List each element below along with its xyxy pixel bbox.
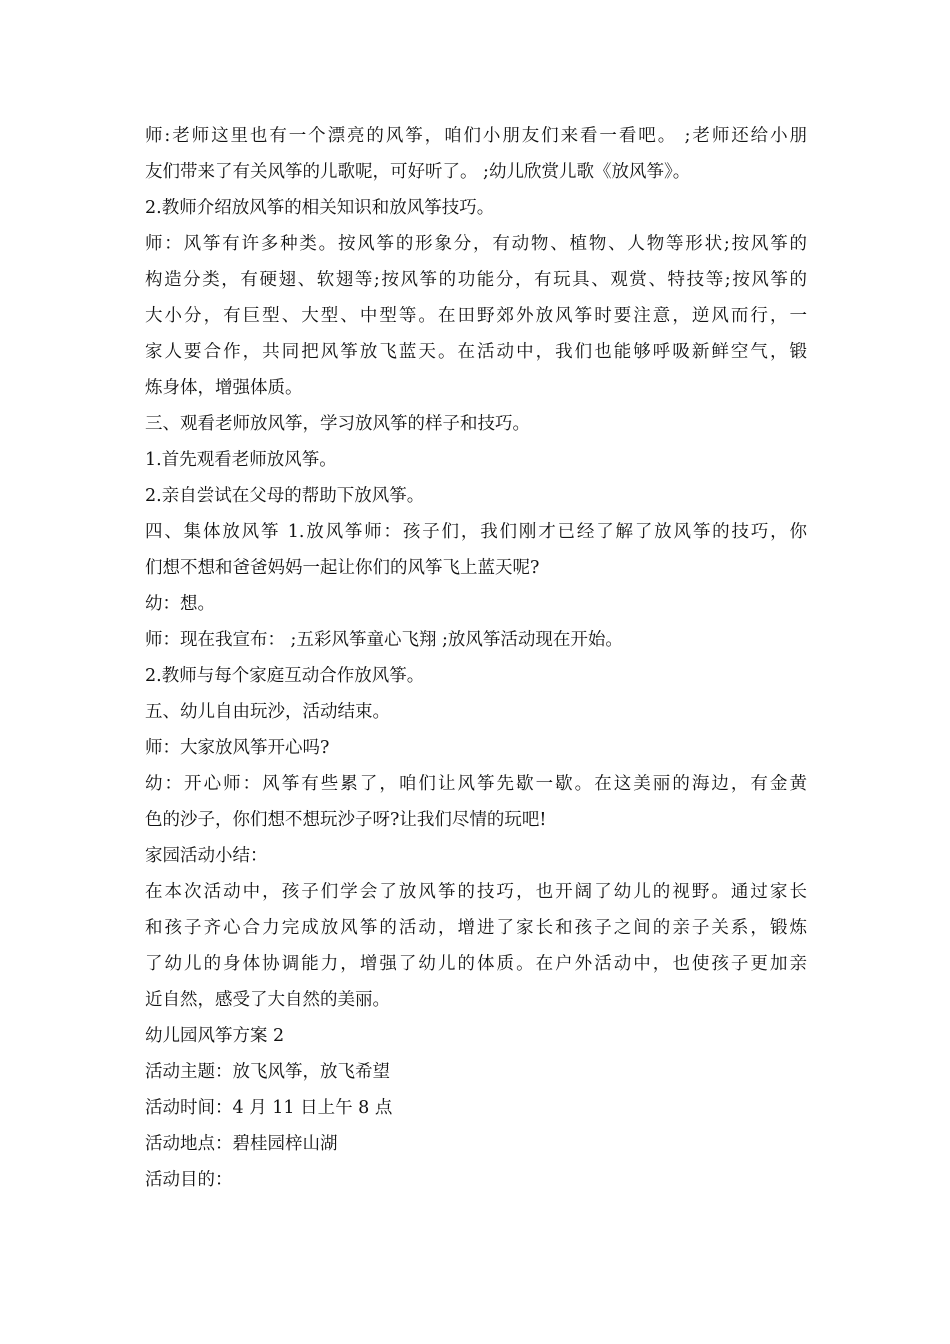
paragraph bbox=[145, 478, 807, 514]
text-line: 五、幼儿自由玩沙，活动结束。 bbox=[145, 702, 390, 722]
paragraph bbox=[145, 514, 807, 586]
text-line: 1.首先观看老师放风筝。 bbox=[145, 450, 337, 470]
paragraph bbox=[145, 1018, 807, 1054]
paragraph bbox=[145, 406, 807, 442]
text-line: 活动时间：4 月 11 日上午 8 点 bbox=[145, 1098, 393, 1118]
paragraph bbox=[145, 442, 807, 478]
paragraph bbox=[145, 874, 807, 1018]
text-line: 幼儿园风筝方案 2 bbox=[145, 1026, 285, 1046]
text-line: 家园活动小结： bbox=[145, 846, 268, 866]
text-line: 友们带来了有关风筝的儿歌呢，可好听了。 ;幼儿欣赏儿歌《放风筝》。 bbox=[145, 162, 691, 182]
paragraph bbox=[145, 1090, 807, 1126]
text-line: 师：大家放风筝开心吗? bbox=[145, 738, 330, 758]
text-line: 2.教师与每个家庭互动合作放风筝。 bbox=[145, 666, 425, 686]
text-line: 活动地点：碧桂园梓山湖 bbox=[145, 1134, 338, 1154]
paragraph bbox=[145, 586, 807, 622]
text-line: 幼：开心师：风筝有些累了，咱们让风筝先歇一歇。在这美丽的海边，有金黄 bbox=[145, 774, 807, 794]
text-line: 炼身体，增强体质。 bbox=[145, 378, 303, 398]
paragraph bbox=[145, 694, 807, 730]
text-line: 们想不想和爸爸妈妈一起让你们的风筝飞上蓝天呢? bbox=[145, 558, 540, 578]
paragraph bbox=[145, 1054, 807, 1090]
paragraph bbox=[145, 190, 807, 226]
text-line: 近自然，感受了大自然的美丽。 bbox=[145, 990, 390, 1010]
text-line: 师:老师这里也有一个漂亮的风筝，咱们小朋友们来看一看吧。 ;老师还给小朋 bbox=[145, 126, 807, 146]
paragraph bbox=[145, 658, 807, 694]
text-line: 活动主题：放飞风筝，放飞希望 bbox=[145, 1062, 390, 1082]
paragraph bbox=[145, 1162, 807, 1198]
paragraph bbox=[145, 622, 807, 658]
text-line: 2.教师介绍放风筝的相关知识和放风筝技巧。 bbox=[145, 198, 495, 218]
text-line: 和孩子齐心合力完成放风筝的活动，增进了家长和孩子之间的亲子关系，锻炼 bbox=[145, 918, 807, 938]
text-line: 师：现在我宣布： ;五彩风筝童心飞翔 ;放风筝活动现在开始。 bbox=[145, 630, 623, 650]
text-line: 大小分，有巨型、大型、中型等。在田野郊外放风筝时要注意，逆风而行，一 bbox=[145, 306, 807, 326]
paragraph bbox=[145, 118, 807, 190]
text-line: 构造分类，有硬翅、软翅等;按风筝的功能分，有玩具、观赏、特技等;按风筝的 bbox=[145, 270, 807, 290]
text-line: 2.亲自尝试在父母的帮助下放风筝。 bbox=[145, 486, 425, 506]
paragraph bbox=[145, 838, 807, 874]
text-line: 活动目的： bbox=[145, 1170, 233, 1190]
text-line: 家人要合作，共同把风筝放飞蓝天。在活动中，我们也能够呼吸新鲜空气，锻 bbox=[145, 342, 807, 362]
text-line: 三、观看老师放风筝，学习放风筝的样子和技巧。 bbox=[145, 414, 530, 434]
text-line: 在本次活动中，孩子们学会了放风筝的技巧，也开阔了幼儿的视野。通过家长 bbox=[145, 882, 807, 902]
paragraph bbox=[145, 1126, 807, 1162]
text-line: 幼：想。 bbox=[145, 594, 215, 614]
text-line: 四、集体放风筝 1.放风筝师：孩子们，我们刚才已经了解了放风筝的技巧，你 bbox=[145, 522, 807, 542]
text-line: 色的沙子，你们想不想玩沙子呀?让我们尽情的玩吧! bbox=[145, 810, 547, 830]
paragraph bbox=[145, 766, 807, 838]
paragraph bbox=[145, 226, 807, 406]
paragraph bbox=[145, 730, 807, 766]
text-line: 师：风筝有许多种类。按风筝的形象分，有动物、植物、人物等形状;按风筝的 bbox=[145, 234, 807, 254]
document-page bbox=[145, 118, 807, 1198]
text-line: 了幼儿的身体协调能力，增强了幼儿的体质。在户外活动中，也使孩子更加亲 bbox=[145, 954, 807, 974]
